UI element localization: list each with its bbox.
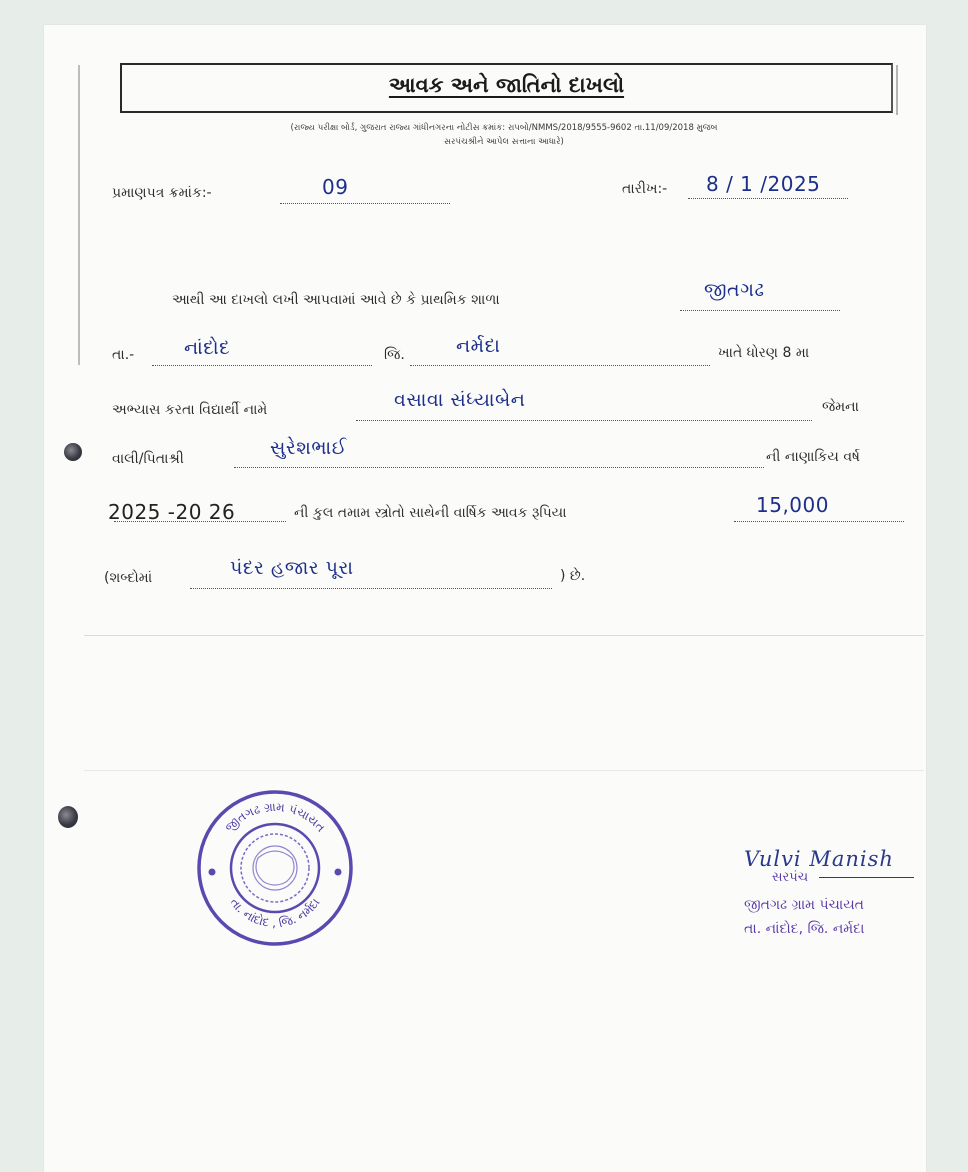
faint-divider xyxy=(84,635,924,636)
left-margin-line xyxy=(78,65,80,365)
parent-dots xyxy=(234,467,764,468)
taluka-value: નાંદોદ xyxy=(184,337,231,359)
faint-divider xyxy=(84,770,924,771)
date-dots xyxy=(688,198,848,199)
cert-no-label: પ્રમાણપત્ર ક્રમાંક:- xyxy=(112,185,212,201)
taluka-dots xyxy=(152,365,372,366)
fiscal-year-text: ની નાણાકિય વર્ષ xyxy=(766,449,860,465)
stamp-bottom-text: તા. નાંદોદ , જિ. નર્મદા xyxy=(227,895,323,931)
school-value: જીતગઢ xyxy=(704,279,765,301)
district-label: જિ. xyxy=(384,347,405,363)
certificate-title: આવક અને જાતિનો દાખલો xyxy=(388,73,625,97)
taluka-label: તા.- xyxy=(112,347,135,363)
signature-underline xyxy=(819,877,914,878)
stamp-top-text: જીતગઢ ગ્રામ પંચાયત xyxy=(222,799,329,835)
student-value: વસાવા સંધ્યાબેન xyxy=(394,389,526,411)
student-dots xyxy=(356,420,812,421)
words-label: (શબ્દોમાં xyxy=(104,570,153,586)
title-box xyxy=(120,63,893,113)
right-margin-line xyxy=(896,65,898,115)
words-value: પંદર હજાર પૂરા xyxy=(230,557,354,579)
school-dots xyxy=(680,310,840,311)
student-label: અભ્યાસ કરતા વિદ્યાર્થી નામે xyxy=(112,402,268,418)
year-value: 2025 -20 26 xyxy=(108,500,236,524)
punch-hole xyxy=(58,806,78,828)
cert-no-dots xyxy=(280,203,450,204)
income-value: 15,000 xyxy=(756,493,829,517)
income-dots xyxy=(734,521,904,522)
signature-name: Vulvi Manish xyxy=(744,847,894,871)
year-dots xyxy=(114,521,286,522)
cert-no-value: 09 xyxy=(322,175,349,199)
authority-note-line-1: (રાજ્ય પરીક્ષા બોર્ડ, ગુજરાત રાજ્ય ગાંધીનગરના નોટીસ ક્રમાંક: રાપબો/NMMS/2018/9555-9602 તા.11/09/2018 મુજબ xyxy=(290,123,718,133)
income-text: ની કુલ તમામ સ્ત્રોતો સાથેની વાર્ષિક આવક રૂપિયા xyxy=(294,505,567,521)
date-value: 8 / 1 /2025 xyxy=(706,172,821,196)
words-end: ) છે. xyxy=(560,568,586,584)
punch-hole xyxy=(64,443,82,461)
std-text: ખાતે ધોરણ 8 મા xyxy=(718,345,810,361)
district-dots xyxy=(410,365,710,366)
words-dots xyxy=(190,588,552,589)
body-line-1-text: આથી આ દાખલો લખી આપવામાં આવે છે કે પ્રાથમિક શાળા xyxy=(172,292,500,308)
authority-note-line-2: સરપંચશ્રીને આપેલ સત્તાના આધારે) xyxy=(444,137,564,147)
panchayat-stamp xyxy=(194,788,356,948)
date-label: તારીખ:- xyxy=(622,181,668,197)
signature-line-1: જીતગઢ ગ્રામ પંચાયત xyxy=(744,897,864,913)
authority-note xyxy=(144,121,864,149)
district-value: નર્મદા xyxy=(456,335,501,357)
signature-title: સરપંચ xyxy=(772,870,809,885)
certificate-page xyxy=(44,25,926,1172)
parent-label: વાલી/પિતાશ્રી xyxy=(112,451,184,467)
signature-line-2: તા. નાંદોદ, જિ. નર્મદા xyxy=(744,921,865,937)
parent-value: સુરેશભાઈ xyxy=(270,437,347,459)
jemna-text: જેમના xyxy=(822,399,859,415)
